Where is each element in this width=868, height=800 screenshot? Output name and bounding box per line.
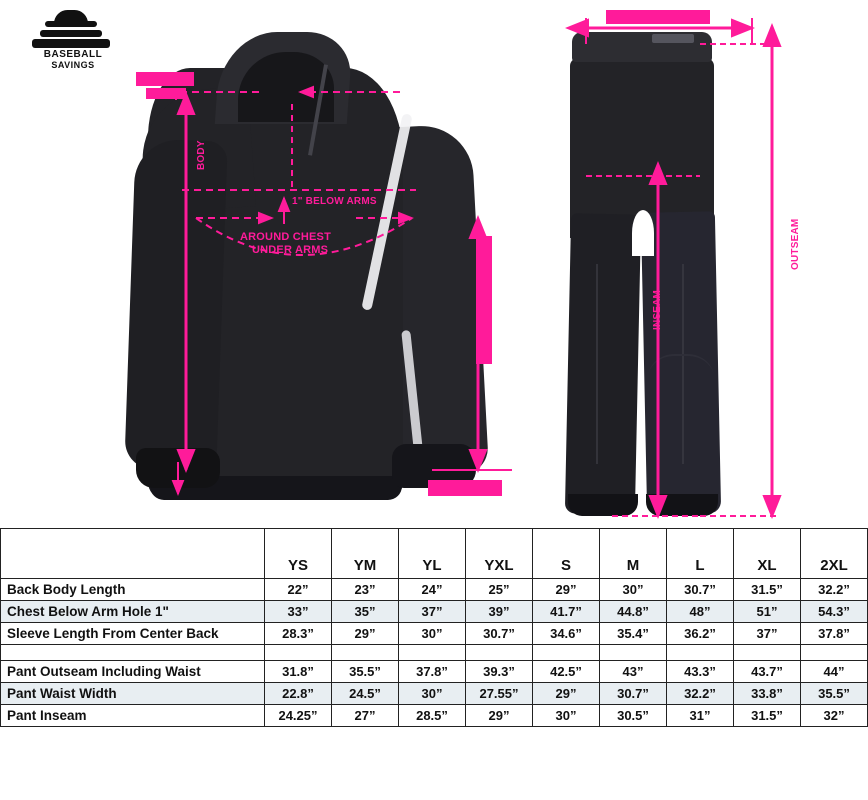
- cell: 23”: [332, 579, 399, 601]
- cell: 30.7”: [466, 623, 533, 645]
- cell: 30.7”: [667, 579, 734, 601]
- cell: 37”: [734, 623, 801, 645]
- cell: 30”: [600, 579, 667, 601]
- cell: 29”: [533, 579, 600, 601]
- cell: 22”: [265, 579, 332, 601]
- cell: 39”: [466, 601, 533, 623]
- cell: 39.3”: [466, 661, 533, 683]
- cell: [801, 645, 868, 661]
- table-header-row: [1, 529, 868, 579]
- cell: 30”: [399, 683, 466, 705]
- cell: 29”: [533, 683, 600, 705]
- around-chest-label: AROUND CHEST: [240, 231, 332, 243]
- cell: 27”: [332, 705, 399, 727]
- cell: 35.4”: [600, 623, 667, 645]
- cell: 43.7”: [734, 661, 801, 683]
- cell: 28.3”: [265, 623, 332, 645]
- header-yxl: YXL: [466, 529, 533, 579]
- cell: 30”: [533, 705, 600, 727]
- row-label: Pant Inseam: [1, 705, 265, 727]
- cell: 44”: [801, 661, 868, 683]
- cell: [667, 645, 734, 661]
- pants-crotch-gap: [632, 210, 654, 256]
- pants-left-leg: [565, 213, 641, 514]
- cell: 43.3”: [667, 661, 734, 683]
- cell: 35”: [332, 601, 399, 623]
- cell: 31.5”: [734, 705, 801, 727]
- brand-wordmark-line1: BASEBALL: [43, 49, 103, 60]
- header-corner: [1, 529, 265, 579]
- cell: [466, 645, 533, 661]
- pants-left-crease: [596, 264, 598, 464]
- row-label: Pant Outseam Including Waist: [1, 661, 265, 683]
- body-length-label: BODY: [196, 140, 207, 170]
- cell: 33.8”: [734, 683, 801, 705]
- cell: 44.8”: [600, 601, 667, 623]
- inseam-label: INSEAM: [652, 289, 663, 330]
- header-2xl: 2XL: [801, 529, 868, 579]
- row-label: Sleeve Length From Center Back: [1, 623, 265, 645]
- logo-bar-top: [40, 30, 102, 37]
- cell: 32.2”: [801, 579, 868, 601]
- pants-illustration: [540, 24, 770, 534]
- cell: 30.5”: [600, 705, 667, 727]
- cell: [734, 645, 801, 661]
- cell: 37.8”: [399, 661, 466, 683]
- cell: 36.2”: [667, 623, 734, 645]
- cell: 27.55”: [466, 683, 533, 705]
- cell: 54.3”: [801, 601, 868, 623]
- jacket-right-cuff: [392, 444, 476, 488]
- cell: 24.5”: [332, 683, 399, 705]
- pants-left-hem: [568, 494, 638, 516]
- cell: 41.7”: [533, 601, 600, 623]
- cell: 32”: [801, 705, 868, 727]
- cell: 24”: [399, 579, 466, 601]
- cap-icon: [54, 10, 88, 26]
- brand-wordmark-line2: SAVINGS: [51, 60, 95, 70]
- cell: [265, 645, 332, 661]
- cell: 31”: [667, 705, 734, 727]
- cell: 51”: [734, 601, 801, 623]
- row-label: Back Body Length: [1, 579, 265, 601]
- below-arms-label: 1" BELOW ARMS: [292, 196, 377, 207]
- jacket-left-sleeve: [124, 138, 227, 471]
- cell: 30”: [399, 623, 466, 645]
- header-ym: YM: [332, 529, 399, 579]
- cell: [533, 645, 600, 661]
- header-l: L: [667, 529, 734, 579]
- cell: 24.25”: [265, 705, 332, 727]
- cell: 48”: [667, 601, 734, 623]
- jacket-left-cuff: [136, 448, 220, 488]
- cell: 28.5”: [399, 705, 466, 727]
- table-row: [1, 683, 868, 705]
- table-spacer-row: [1, 645, 868, 661]
- table-row: [1, 661, 868, 683]
- brand-wordmark: [18, 50, 128, 70]
- cell: 31.5”: [734, 579, 801, 601]
- cell: 35.5”: [332, 661, 399, 683]
- row-label: Pant Waist Width: [1, 683, 265, 705]
- cell: [600, 645, 667, 661]
- brand-logo: [18, 8, 128, 70]
- cell: 37”: [399, 601, 466, 623]
- cell: 32.2”: [667, 683, 734, 705]
- cell: 43”: [600, 661, 667, 683]
- row-label: Chest Below Arm Hole 1": [1, 601, 265, 623]
- pants-right-hem: [646, 494, 718, 516]
- table-row: [1, 623, 868, 645]
- cell: 42.5”: [533, 661, 600, 683]
- cell: 29”: [466, 705, 533, 727]
- cell: 35.5”: [801, 683, 868, 705]
- cell: 22.8”: [265, 683, 332, 705]
- size-chart-table: [0, 528, 868, 727]
- pants-waist-tag: [652, 34, 694, 43]
- cell: 34.6”: [533, 623, 600, 645]
- cell: 30.7”: [600, 683, 667, 705]
- cell: 31.8”: [265, 661, 332, 683]
- table-row: [1, 705, 868, 727]
- logo-bar-bottom: [32, 39, 110, 48]
- cell: 25”: [466, 579, 533, 601]
- cell: 29”: [332, 623, 399, 645]
- waist-width-callout-block: [606, 10, 710, 24]
- jacket-illustration: [120, 30, 520, 500]
- cell: 37.8”: [801, 623, 868, 645]
- header-ys: YS: [265, 529, 332, 579]
- table-row: [1, 601, 868, 623]
- under-arms-label: UNDER ARMS: [252, 244, 329, 256]
- table-row: [1, 579, 868, 601]
- header-yl: YL: [399, 529, 466, 579]
- cell: [332, 645, 399, 661]
- header-xl: XL: [734, 529, 801, 579]
- outseam-label: OUTSEAM: [790, 218, 801, 270]
- header-m: M: [600, 529, 667, 579]
- row-label: [1, 645, 265, 661]
- size-chart-table-wrap: [0, 528, 850, 800]
- pants-knee-seam: [648, 354, 714, 414]
- cell: [399, 645, 466, 661]
- cell: 33”: [265, 601, 332, 623]
- header-s: S: [533, 529, 600, 579]
